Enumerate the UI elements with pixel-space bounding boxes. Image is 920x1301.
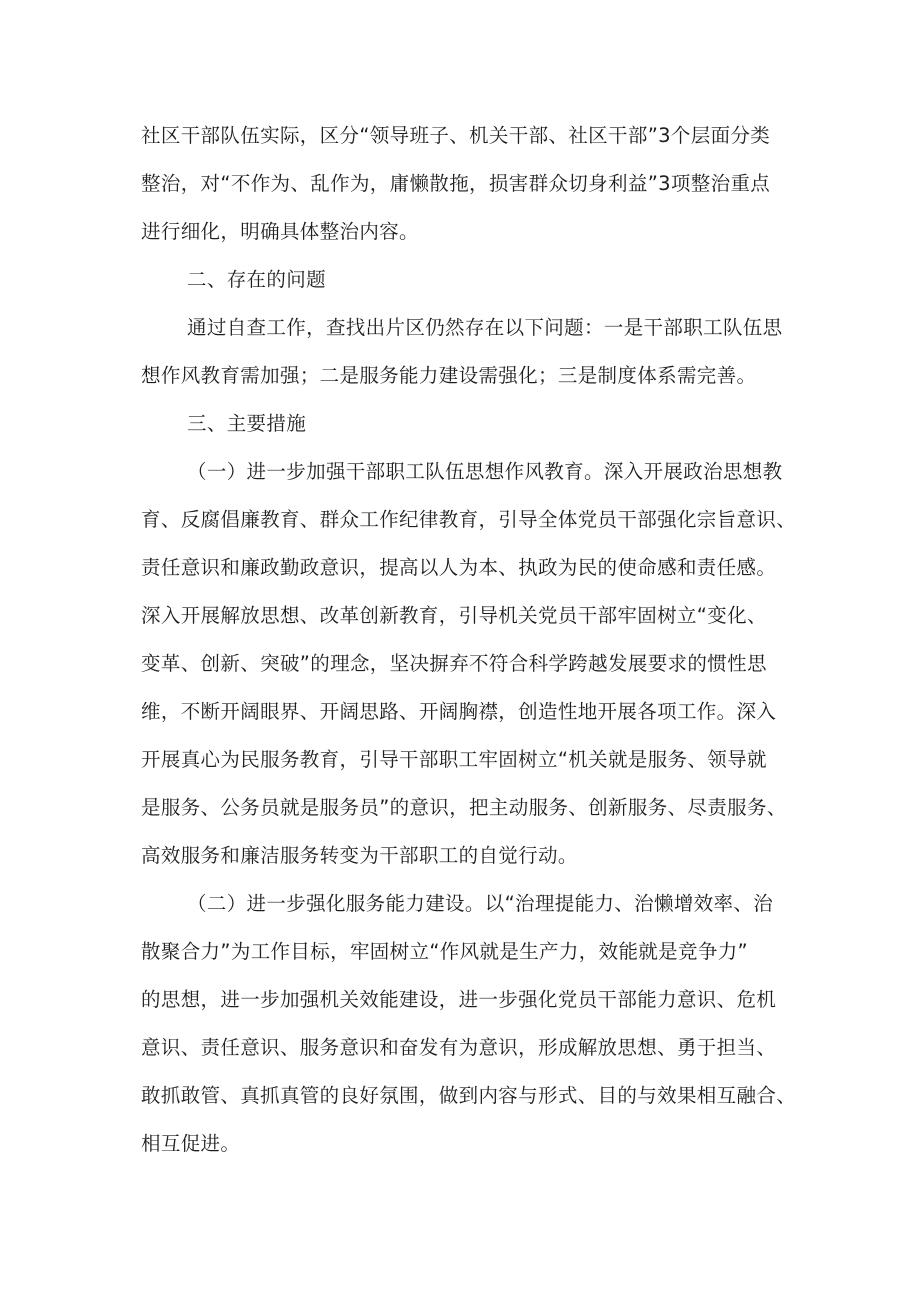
body-text-line: 相互促进。 [141,1132,241,1155]
body-text-line: 的思想，进一步加强机关效能建设，进一步强化党员干部能力意识、危机 [141,988,777,1011]
body-text-line: 社区干部队伍实际，区分“领导班子、机关干部、社区干部”3个层面分类 [141,124,771,147]
body-text-line: 进行细化，明确具体整治内容。 [141,220,419,243]
body-text-line: 高效服务和廉洁服务转变为干部职工的自觉行动。 [141,844,578,867]
body-text-line: （二）进一步强化服务能力建设。以“治理提能力、治懒增效率、治 [187,892,774,915]
body-text-line: 敢抓敢管、真抓真管的良好氛围，做到内容与形式、目的与效果相互融合、 [141,1084,797,1107]
body-text-line: 想作风教育需加强；二是服务能力建设需强化；三是制度体系需完善。 [141,364,757,387]
body-text-line: 育、反腐倡廉教育、群众工作纪律教育，引导全体党员干部强化宗旨意识、 [141,508,797,531]
section-heading: 二、存在的问题 [187,268,326,291]
body-text-line: 整治，对“不作为、乱作为，庸懒散拖，损害群众切身利益”3项整治重点 [141,172,771,195]
section-heading: 三、主要措施 [187,412,307,435]
body-text-line: 责任意识和廉政勤政意识，提高以人为本、执政为民的使命感和责任感。 [141,556,777,579]
body-text-line: 散聚合力”为工作目标，牢固树立“作风就是生产力，效能就是竞争力” [141,940,749,963]
body-text-line: 意识、责任意识、服务意识和奋发有为意识，形成解放思想、勇于担当、 [141,1036,777,1059]
body-text-line: 变革、创新、突破”的理念，坚决摒弃不符合科学跨越发展要求的惯性思 [141,652,767,675]
body-text-line: 深入开展解放思想、改革创新教育，引导机关党员干部牢固树立“变化、 [141,604,767,627]
body-text-line: （一）进一步加强干部职工队伍思想作风教育。深入开展政治思想教 [187,460,783,483]
body-text-line: 开展真心为民服务教育，引导干部职工牢固树立“机关就是服务、领导就 [141,748,767,771]
body-text-line: 是服务、公务员就是服务员”的意识，把主动服务、创新服务、尽责服务、 [141,796,787,819]
body-text-line: 通过自查工作，查找出片区仍然存在以下问题：一是干部职工队伍思 [187,316,783,339]
body-text-line: 维，不断开阔眼界、开阔思路、开阔胸襟，创造性地开展各项工作。深入 [141,700,777,723]
